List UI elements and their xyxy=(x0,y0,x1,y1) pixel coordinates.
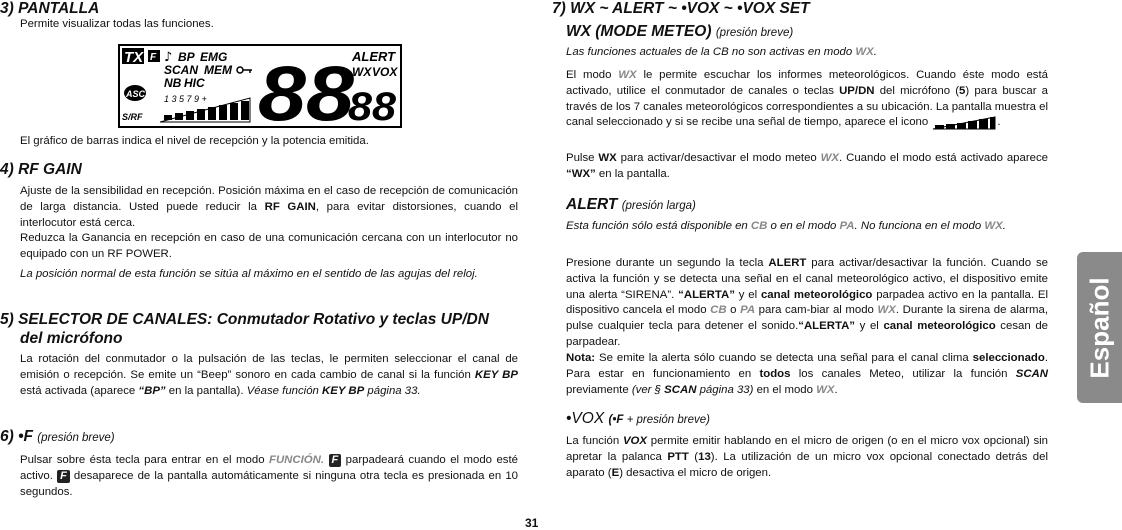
key-icon xyxy=(237,67,252,73)
lcd-illustration xyxy=(120,46,400,126)
heading-selector-canales-2: del micrófono xyxy=(20,330,123,347)
wx-note: Las funciones actuales de la CB no son activas en modo WX. xyxy=(566,46,877,58)
pantalla-bargraph-text: El gráfico de barras indica el nivel de recepción y la potencia emitida. xyxy=(20,135,369,147)
lcd-nb: NB xyxy=(164,76,182,90)
heading-alert: ALERT (presión larga) xyxy=(566,196,696,213)
lcd-asc: ASC xyxy=(126,89,146,99)
heading-f-key: 6) •F (presión breve) xyxy=(0,428,115,445)
lcd-emg: EMG xyxy=(200,50,228,64)
wx-description: El modo WX le permite escuchar los informes meteorológicos. Cuando éste modo está activado, utilice el conmutador de canales o teclas UP/DN del micrófono (5) para buscar a través de los 7 canales meteorológicos correspondientes a su ubicación. La pantalla muestra el canal seleccionado y si se recibe una señal de tiempo, aparece el icono . xyxy=(566,68,1048,131)
lcd-vox: VOX xyxy=(372,65,398,79)
f-indicator-icon: F xyxy=(57,470,70,483)
alert-description: Presione durante un segundo la tecla ALERT para activar/desactivar la función. Cuando se activa la función y se detecta una señal en el canal meteorológico activo, el dispositivo emite una alerta “SIRENA”. “ALERTA” y el canal meteorológico parpadea activo en la pantalla. El dispositivo cancela el modo CB o PA para cam-biar al modo WX. Durante la sirena de alarma, pulse cualquier tecla para detener el sonido.“ALERTA” y el canal meteorológico cesan de parpadear. xyxy=(566,257,1048,348)
rf-gain-p2: Reduzca la Ganancia en recepción en caso de una comunicación cercana con un interlocutor no equipado con un RF POWER. xyxy=(20,232,518,260)
lcd-alert: ALERT xyxy=(352,49,396,64)
language-tab xyxy=(1077,252,1122,403)
vox-description: La función VOX permite emitir hablando en el micro de origen (o en el micro vox opcional) sin apretar la palanca PTT (13). La utilización de un micro vox opcional conectado detrás del aparato (E) desactiva el micro de origen. xyxy=(566,435,1048,479)
lcd-small-digits: 88 xyxy=(348,85,397,126)
lcd-ticks: 1 3 5 7 9 + xyxy=(164,94,207,104)
lcd-display-figure xyxy=(118,44,402,128)
alert-note: Esta función sólo está disponible en CB o en el modo PA. No funciona en el modo WX. xyxy=(566,220,1006,232)
rf-gain-p1: Ajuste de la sensibilidad en recepción. Posición máxima en el caso de recepción de comunicación de larga distancia. Usted puede reducir la RF GAIN, para evitar distorsiones, cuando el interlocutor está cerca. xyxy=(20,185,518,229)
lcd-bp: BP xyxy=(178,50,195,64)
lcd-srf: S/RF xyxy=(122,112,143,122)
heading-pantalla: 3) PANTALLA xyxy=(0,0,100,17)
heading-wx-alert-vox: 7) WX ~ ALERT ~ •VOX ~ •VOX SET xyxy=(552,0,810,17)
pantalla-intro: Permite visualizar todas las funciones. xyxy=(20,18,214,30)
heading-vox: •VOX (•F + presión breve) xyxy=(566,410,710,427)
page-number: 31 xyxy=(525,516,539,530)
selector-canales-text: La rotación del conmutador o la pulsación de las teclas, le permiten seleccionar el canal de emisión o recepción. Se emite un “Beep” sonoro en cada cambio de canal si la función KEY BP está activada (aparece “BP” en la pantalla). Véase función KEY BP página 33. xyxy=(20,353,519,397)
lcd-tx: TX xyxy=(124,49,144,66)
f-indicator-icon: F xyxy=(329,454,342,467)
heading-selector-canales: 5) SELECTOR DE CANALES: Conmutador Rotativo y teclas UP/DN xyxy=(0,311,489,328)
signal-bars-icon xyxy=(931,115,997,131)
lcd-f: F xyxy=(150,52,157,63)
f-key-text: Pulsar sobre ésta tecla para entrar en el modo FUNCIÓN. F parpadeará cuando el modo esté activo. F desaparece de la pantalla automáticamente si ninguna otra tecla es presionada en 10 segundos. xyxy=(20,454,519,498)
heading-wx-mode: WX (MODE METEO) (presión breve) xyxy=(566,23,794,40)
lcd-wx: WX xyxy=(352,65,372,79)
lcd-hic: HIC xyxy=(184,76,205,90)
wx-activation: Pulse WX para activar/desactivar el modo meteo WX. Cuando el modo está activado aparece “WX” en la pantalla. xyxy=(566,152,1048,180)
alert-nota: Nota: Se emite la alerta sólo cuando se detecta una señal para el canal clima seleccionado. Para estar en funcionamiento en todos los canales Meteo, utilizar la función SCAN previamente (ver § SCAN página 33) en el modo WX. xyxy=(566,352,1048,396)
lcd-big-digits: 88 xyxy=(258,49,355,126)
lcd-mem: MEM xyxy=(204,63,232,77)
rf-gain-note: La posición normal de esta función se sitúa al máximo en el sentido de las agujas del reloj. xyxy=(20,268,478,280)
music-note-icon: ♪ xyxy=(164,50,173,65)
heading-rf-gain: 4) RF GAIN xyxy=(0,161,82,178)
language-tab-label: Español xyxy=(1084,276,1114,379)
lcd-scan: SCAN xyxy=(164,63,199,77)
